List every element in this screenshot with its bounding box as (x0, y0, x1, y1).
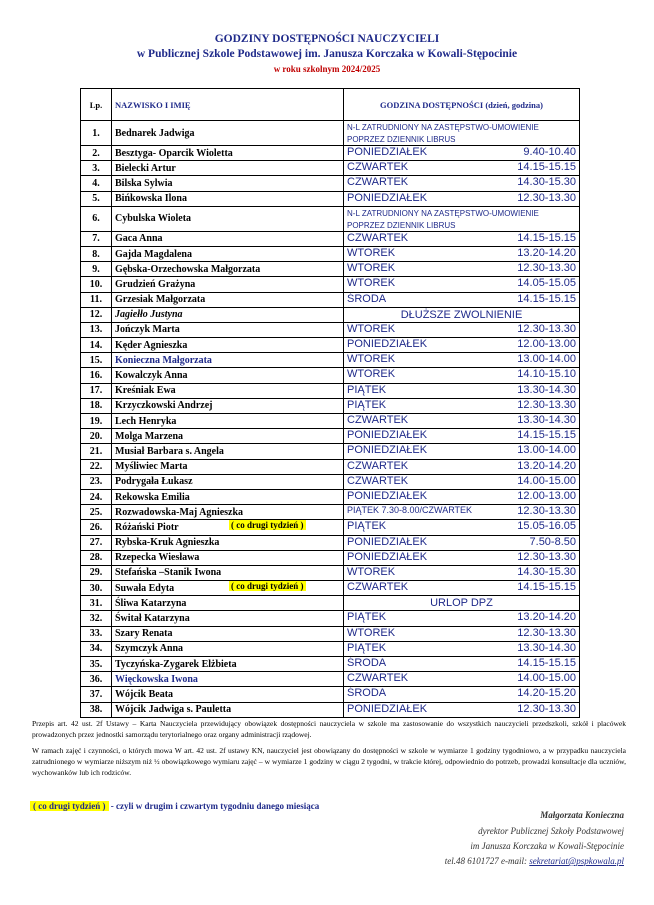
table-header-row (81, 89, 580, 121)
availability-cell (344, 307, 580, 322)
row-number: 27. (81, 535, 112, 550)
availability-day: WTOREK (347, 262, 396, 275)
table-row (81, 520, 580, 535)
availability-day: PIĄTEK 7.30-8.00/CZWARTEK (347, 505, 473, 516)
table-row (81, 353, 580, 368)
teacher-name-cell (112, 505, 344, 520)
availability-day: CZWARTEK (347, 672, 409, 685)
column-header-name: NAZWISKO I IMIĘ (112, 89, 344, 121)
table-row (81, 641, 580, 656)
table-row (81, 368, 580, 383)
table-row (81, 338, 580, 353)
row-number: 38. (81, 702, 112, 717)
row-number: 25. (81, 505, 112, 520)
availability-hours: 13.00-14.00 (517, 353, 576, 366)
availability-cell (344, 191, 580, 206)
availability-day: WTOREK (347, 626, 396, 639)
availability-cell (344, 277, 580, 292)
teacher-name: Bińkowska Ilona (115, 193, 187, 205)
teacher-name: Jagiełło Justyna (115, 309, 183, 321)
availability-cell (344, 338, 580, 353)
availability-cell (344, 489, 580, 504)
availability-cell (344, 520, 580, 535)
table-row (81, 626, 580, 641)
teacher-name-cell (112, 383, 344, 398)
availability-cell (344, 474, 580, 489)
availability-cell (344, 596, 580, 611)
availability-cell (344, 161, 580, 176)
availability-hours: 14.05-15.05 (517, 277, 576, 290)
row-number: 8. (81, 246, 112, 261)
availability-hours: 15.05-16.05 (517, 520, 576, 533)
teacher-name: Wójcik Beata (115, 688, 174, 700)
teacher-name: Lech Henryka (115, 415, 177, 427)
row-number: 5. (81, 191, 112, 206)
teacher-name: Rybska-Kruk Agnieszka (115, 537, 220, 549)
availability-cell (344, 550, 580, 565)
school-year: w roku szkolnym 2024/2025 (273, 64, 381, 74)
availability-hours: 12.00-13.00 (517, 489, 576, 502)
teacher-name: Cybulska Wioleta (115, 213, 192, 225)
availability-hours: 14.30-15.30 (517, 565, 576, 578)
table-row (81, 565, 580, 580)
teacher-name: Kreśniak Ewa (115, 385, 176, 397)
teacher-name-cell (112, 459, 344, 474)
teacher-name-cell (112, 191, 344, 206)
availability-day: CZWARTEK (347, 161, 409, 174)
table-row (81, 292, 580, 307)
row-number: 10. (81, 277, 112, 292)
teacher-name: Molga Marzena (115, 430, 184, 442)
teacher-name-cell (112, 429, 344, 444)
email-link[interactable]: sekretariat@pspkowala.pl (529, 856, 624, 866)
teacher-name: Podrygała Łukasz (115, 476, 193, 488)
row-number: 13. (81, 322, 112, 337)
teacher-name-cell (112, 581, 344, 596)
availability-day: PIĄTEK (347, 641, 387, 654)
availability-cell (344, 206, 580, 231)
table-row (81, 550, 580, 565)
teacher-name-cell (112, 231, 344, 246)
availability-hours: 12.30-13.30 (517, 626, 576, 639)
availability-day: CZWARTEK (347, 459, 409, 472)
availability-hours: 14.20-15.20 (517, 687, 576, 700)
availability-cell (344, 672, 580, 687)
table-row (81, 398, 580, 413)
row-number: 26. (81, 520, 112, 535)
teacher-name-cell (112, 626, 344, 641)
teacher-name-cell (112, 368, 344, 383)
availability-cell (344, 414, 580, 429)
availability-day: WTOREK (347, 246, 396, 259)
availability-cell (344, 262, 580, 277)
availability-day: DŁUŻSZE ZWOLNIENIE (400, 308, 523, 321)
availability-day: WTOREK (347, 277, 396, 290)
availability-day: PIĄTEK (347, 383, 387, 396)
teacher-name-cell (112, 474, 344, 489)
availability-hours: 14.15-15.15 (517, 161, 576, 174)
row-number: 28. (81, 550, 112, 565)
availability-cell (344, 121, 580, 146)
availability-cell (344, 657, 580, 672)
availability-cell (344, 535, 580, 550)
teacher-name: Świtał Katarzyna (115, 613, 190, 625)
availability-hours: 14.15-15.15 (517, 292, 576, 305)
availability-hours: 14.00-15.00 (517, 474, 576, 487)
availability-day: PIĄTEK (347, 520, 387, 533)
teacher-name-cell (112, 246, 344, 261)
row-number: 24. (81, 489, 112, 504)
table-row (81, 581, 580, 596)
table-row (81, 383, 580, 398)
row-number: 12. (81, 307, 112, 322)
legal-note-2: W ramach zajęć i czynności, o których mowa W art. 42 ust. 2f ustawy KN, nauczyciel jest obowiązany do dostępności w szkole w wymiarze 1 godziny tygodniowo, a w przypadku nauczyciela zatrudnionego w wymiarze niższym niż ½ obowiązkowego wymiaru zajęć – w wymiarze 1 godziny w ciągu 2 tygodni, w trakcie której, odpowiednio do potrzeb, prowadzi konsultacje dla uczniów, wychowanków lub ich rodziców. (32, 746, 626, 777)
availability-table (80, 88, 580, 718)
teacher-name: Gębska-Orzechowska Małgorzata (115, 263, 261, 275)
table-row (81, 414, 580, 429)
availability-hours: 12.30-13.30 (517, 322, 576, 335)
availability-hours: 12.00-13.00 (517, 338, 576, 351)
availability-day: CZWARTEK (347, 581, 409, 594)
table-row (81, 307, 580, 322)
table-row (81, 146, 580, 161)
teacher-name: Śliwa Katarzyna (115, 597, 187, 609)
availability-day: WTOREK (347, 368, 396, 381)
teacher-name: Więckowska Iwona (115, 673, 198, 685)
teacher-name-cell (112, 206, 344, 231)
availability-cell (344, 146, 580, 161)
signature-contact (445, 856, 624, 866)
table-row (81, 246, 580, 261)
availability-day: PIĄTEK (347, 611, 387, 624)
teacher-name-cell (112, 657, 344, 672)
availability-day: PONIEDZIAŁEK (347, 146, 428, 158)
row-number: 3. (81, 161, 112, 176)
column-header-lp: Lp. (81, 89, 112, 121)
teacher-name: Besztyga- Oparcik Wioletta (115, 147, 233, 159)
availability-day: ŚRODA (347, 687, 387, 700)
teacher-name-cell (112, 550, 344, 565)
availability-cell (344, 246, 580, 261)
availability-hours: 12.30-13.30 (517, 702, 576, 715)
availability-day: CZWARTEK (347, 474, 409, 487)
table-row (81, 121, 580, 146)
teacher-name-cell (112, 307, 344, 322)
teacher-name: Szymczyk Anna (115, 643, 184, 655)
table-row (81, 191, 580, 206)
teacher-name: Musiał Barbara s. Angela (115, 445, 224, 457)
availability-cell (344, 641, 580, 656)
availability-day: N-L ZATRUDNIONY NA ZASTĘPSTWO-UMOWIENIE POPRZEZ DZIENNIK LIBRUS (347, 123, 539, 144)
availability-day: PONIEDZIAŁEK (347, 338, 428, 351)
availability-day: PONIEDZIAŁEK (347, 191, 428, 204)
availability-cell (344, 292, 580, 307)
row-number: 20. (81, 429, 112, 444)
row-number: 36. (81, 672, 112, 687)
teacher-name-cell (112, 398, 344, 413)
teacher-name: Stefańska –Stanik Iwona (115, 567, 222, 579)
availability-day: ŚRODA (347, 657, 387, 669)
availability-day: WTOREK (347, 565, 396, 578)
table-row (81, 657, 580, 672)
table-row (81, 176, 580, 191)
availability-hours: 12.30-13.30 (517, 550, 576, 563)
availability-day: WTOREK (347, 322, 396, 335)
availability-cell (344, 429, 580, 444)
teacher-name: Rozwadowska-Maj Agnieszka (115, 506, 244, 518)
teacher-name-cell (112, 414, 344, 429)
availability-day: CZWARTEK (347, 414, 409, 426)
biweekly-tag: ( co drugi tydzień ) (231, 581, 304, 592)
row-number: 21. (81, 444, 112, 459)
teacher-name: Wójcik Jadwiga s. Pauletta (115, 704, 232, 716)
teacher-name: Suwała Edyta (115, 582, 175, 594)
table-row (81, 672, 580, 687)
availability-hours: 13.20-14.20 (517, 459, 576, 472)
row-number: 29. (81, 565, 112, 580)
table-row (81, 687, 580, 702)
availability-cell (344, 398, 580, 413)
table-row (81, 277, 580, 292)
availability-cell (344, 176, 580, 191)
teacher-name: Jończyk Marta (115, 324, 180, 336)
availability-hours: 12.30-13.30 (517, 262, 576, 275)
table-row (81, 231, 580, 246)
row-number: 14. (81, 338, 112, 353)
availability-day: CZWARTEK (347, 231, 409, 244)
column-header-hours: GODZINA DOSTĘPNOŚCI (dzień, godzina) (344, 89, 580, 121)
table-row (81, 262, 580, 277)
availability-day: PONIEDZIAŁEK (347, 429, 428, 442)
teacher-name: Tyczyńska-Zygarek Elżbieta (115, 658, 237, 670)
row-number: 31. (81, 596, 112, 611)
teacher-name: Rzepecka Wiesława (115, 552, 200, 564)
legend-text: - czyli w drugim i czwartym tygodniu danego miesiąca (108, 801, 320, 811)
teacher-name-cell (112, 444, 344, 459)
availability-cell (344, 322, 580, 337)
document-title: GODZINY DOSTĘPNOŚCI NAUCZYCIELI (214, 33, 440, 45)
availability-hours: 13.00-14.00 (517, 444, 576, 457)
teacher-name-cell (112, 596, 344, 611)
teacher-name: Kęder Agnieszka (115, 339, 188, 351)
availability-day: ŚRODA (347, 292, 387, 305)
table-row (81, 206, 580, 231)
teacher-name-cell (112, 520, 344, 535)
row-number: 7. (81, 231, 112, 246)
availability-hours: 13.30-14.30 (517, 641, 576, 654)
availability-cell (344, 505, 580, 520)
teacher-name: Bednarek Jadwiga (115, 127, 195, 139)
table-row (81, 702, 580, 717)
signature-name: Małgorzata Konieczna (540, 810, 624, 820)
teacher-name: Bielecki Artur (115, 162, 176, 174)
row-number: 15. (81, 353, 112, 368)
availability-hours: 14.15-15.15 (517, 581, 576, 594)
teacher-name-cell (112, 702, 344, 717)
teacher-name-cell (112, 338, 344, 353)
availability-cell (344, 687, 580, 702)
availability-hours: 14.15-15.15 (517, 657, 576, 669)
table-row (81, 161, 580, 176)
teacher-name-cell (112, 161, 344, 176)
teacher-name: Myśliwiec Marta (115, 461, 188, 473)
teacher-name-cell (112, 535, 344, 550)
teacher-name: Grudzień Grażyna (115, 278, 196, 290)
table-row (81, 459, 580, 474)
row-number: 34. (81, 641, 112, 656)
row-number: 33. (81, 626, 112, 641)
availability-day: CZWARTEK (347, 176, 409, 189)
availability-cell (344, 565, 580, 580)
availability-day: PONIEDZIAŁEK (347, 535, 428, 548)
availability-day: PONIEDZIAŁEK (347, 444, 428, 457)
availability-cell (344, 581, 580, 596)
row-number: 17. (81, 383, 112, 398)
availability-cell (344, 626, 580, 641)
teacher-name: Bilska Sylwia (115, 177, 173, 189)
contact-phone: tel.48 6101727 e-mail: (444, 856, 530, 866)
availability-day: PONIEDZIAŁEK (347, 489, 428, 502)
availability-cell (344, 459, 580, 474)
signature-school: im Janusza Korczaka w Kowali-Stępocinie (470, 841, 624, 851)
table-row (81, 489, 580, 504)
availability-day: PONIEDZIAŁEK (347, 702, 428, 715)
table-row (81, 444, 580, 459)
availability-hours: 7.50-8.50 (529, 535, 576, 548)
teacher-name: Szary Renata (115, 628, 173, 640)
school-name: w Publicznej Szkole Podstawowej im. Janusza Korczaka w Kowali-Stępocinie (136, 48, 518, 60)
row-number: 4. (81, 176, 112, 191)
table-row (81, 611, 580, 626)
availability-cell (344, 383, 580, 398)
row-number: 9. (81, 262, 112, 277)
row-number: 35. (81, 657, 112, 672)
availability-hours: 14.15-15.15 (517, 231, 576, 244)
availability-hours: 14.15-15.15 (517, 429, 576, 442)
table-row (81, 596, 580, 611)
availability-hours: 14.10-15.10 (517, 368, 576, 381)
row-number: 1. (81, 121, 112, 146)
signature-role: dyrektor Publicznej Szkoły Podstawowej (478, 826, 624, 836)
legend (30, 801, 319, 811)
teacher-name-cell (112, 687, 344, 702)
availability-cell (344, 368, 580, 383)
row-number: 16. (81, 368, 112, 383)
table-row (81, 429, 580, 444)
row-number: 11. (81, 292, 112, 307)
table-row (81, 322, 580, 337)
availability-cell (344, 611, 580, 626)
teacher-name-cell (112, 353, 344, 368)
teacher-name-cell (112, 672, 344, 687)
availability-day: PONIEDZIAŁEK (347, 550, 428, 563)
row-number: 2. (81, 146, 112, 161)
teacher-name-cell (112, 277, 344, 292)
availability-hours: 14.00-15.00 (517, 672, 576, 685)
teacher-name: Gaca Anna (115, 233, 163, 245)
legal-note-1: Przepis art. 42 ust. 2f Ustawy – Karta Nauczyciela przewidujący obowiązek dostępności nauczyciela w szkole ma zastosowanie do wszystkich nauczycieli przedszkoli, szkół i placówek prowadzonych przez jednostki samorządu terytorialnego oraz organy administracji rządowej. (32, 719, 626, 739)
teacher-name-cell (112, 121, 344, 146)
teacher-name-cell (112, 641, 344, 656)
teacher-name: Rekowska Emilia (115, 491, 190, 503)
teacher-name-cell (112, 292, 344, 307)
row-number: 19. (81, 414, 112, 429)
availability-hours: 12.30-13.30 (517, 505, 576, 518)
availability-hours: 9.40-10.40 (523, 146, 576, 158)
teacher-name: Kowalczyk Anna (115, 370, 188, 382)
teacher-name-cell (112, 489, 344, 504)
availability-hours: 14.30-15.30 (517, 176, 576, 189)
availability-day: URLOP DPZ (430, 597, 493, 610)
row-number: 22. (81, 459, 112, 474)
teacher-name-cell (112, 322, 344, 337)
biweekly-tag: ( co drugi tydzień ) (231, 520, 304, 531)
table-row (81, 474, 580, 489)
availability-hours: 12.30-13.30 (517, 398, 576, 411)
availability-day: WTOREK (347, 353, 396, 366)
row-number: 32. (81, 611, 112, 626)
table-row (81, 535, 580, 550)
availability-cell (344, 444, 580, 459)
availability-hours: 13.30-14.30 (517, 383, 576, 396)
availability-day: PIĄTEK (347, 398, 387, 411)
teacher-name-cell (112, 565, 344, 580)
teacher-name-cell (112, 262, 344, 277)
legend-tag: ( co drugi tydzień ) (30, 801, 109, 811)
teacher-name: Grzesiak Małgorzata (115, 294, 206, 306)
availability-cell (344, 702, 580, 717)
teacher-name: Krzyczkowski Andrzej (115, 400, 213, 412)
row-number: 23. (81, 474, 112, 489)
availability-hours: 13.20-14.20 (517, 611, 576, 624)
row-number: 37. (81, 687, 112, 702)
teacher-name: Konieczna Małgorzata (115, 354, 212, 366)
availability-hours: 13.20-14.20 (517, 246, 576, 259)
availability-day: N-L ZATRUDNIONY NA ZASTĘPSTWO-UMOWIENIE POPRZEZ DZIENNIK LIBRUS (347, 208, 539, 230)
row-number: 18. (81, 398, 112, 413)
table-row (81, 505, 580, 520)
row-number: 6. (81, 206, 112, 231)
row-number: 30. (81, 581, 112, 596)
teacher-name-cell (112, 611, 344, 626)
teacher-name: Gajda Magdalena (115, 248, 192, 260)
availability-hours: 13.30-14.30 (517, 414, 576, 426)
teacher-name: Różański Piotr (115, 521, 179, 533)
teacher-name-cell (112, 146, 344, 161)
availability-cell (344, 231, 580, 246)
availability-cell (344, 353, 580, 368)
teacher-name-cell (112, 176, 344, 191)
availability-hours: 12.30-13.30 (517, 191, 576, 204)
